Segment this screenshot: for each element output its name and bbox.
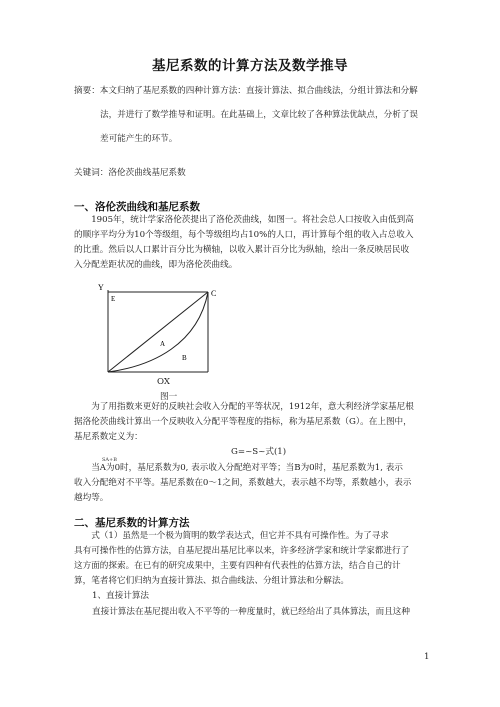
figure-axis-label-ox: OX [157,377,171,387]
section2-subheading-1: 1、直接计算法 [92,591,150,601]
section1-paragraph-3 [74,461,434,506]
section1-heading: 一、洛伦茨曲线和基尼系数 [74,201,200,213]
page-number: 1 [424,652,430,662]
abstract-line-1: 摘要：本文归纳了基尼系数的四种计算方法：直接计算法、拟合曲线法，分组计算法和分解 [74,86,418,96]
lorenz-curve-figure [98,284,236,384]
label-a: A [160,340,166,348]
text-line: 的顺序平均分为10个等级组，每个等级组均占10%的人口，再计算每个组的收入占总收入 [74,230,414,240]
text-line: 收入分配绝对不平等。基尼系数在0〜1之间，系数越大，表示越不均等，系数越小，表示 [74,478,412,488]
formula: G=~S~式(1) [231,447,287,457]
text-line: 入分配差距状况的曲线，即为洛伦茨曲线。 [74,260,238,270]
label-b: B [182,354,187,362]
label-c: C [211,289,217,298]
keywords: 关键词：洛伦茨曲线基尼系数 [74,168,186,178]
section2-sub1-text: 直接计算法在基尼提出收入不平等的一种度量时，就已经给出了具体算法，而且这种 [92,607,410,617]
section2-heading: 二、基尼系数的计算方法 [74,517,190,529]
page-title: 基尼系数的计算方法及数学推导 [152,58,348,74]
text-line: 式（1）虽然是一个极为简明的数学表达式，但它并不具有可操作性。为了寻求 [91,531,389,541]
text-line: 1905年，统计学家洛伦茨提出了洛伦茨曲线，如图一。将社会总人口按收入由低到高 [91,215,414,225]
formula-subscript: SA+B [102,457,117,463]
lorenz-curve-svg [98,284,236,384]
text-line: 为了用指数来更好的反映社会收入分配的平等状况，1912年，意大利经济学家基尼根 [91,402,414,412]
figure-caption: 图一 [160,392,178,402]
label-y: Y [98,284,104,292]
text-line: 这方面的探索。在已有的研究成果中，主要有四种有代表性的估算方法，结合自己的计 [74,561,401,571]
text-line: 具有可操作性的估算方法，自基尼提出基尼比率以来，许多经济学家和统计学家都进行了 [74,546,410,556]
text-line: 基尼系数定义为： [74,432,143,442]
text-line: 的比重。然后以人口累计百分比为横轴，以收入累计百分比为纵轴，绘出一条反映居民收 [74,245,410,255]
equality-line [108,292,208,372]
label-e: E [111,295,116,303]
text-line: 当A为0时，基尼系数为0, 表示收入分配绝对平等；当B为0时，基尼系数为1, 表示 [91,463,403,473]
abstract-line-2: 法，并进行了数学推导和证明。在此基础上，文章比较了各种算法优缺点，分析了误 [100,110,418,120]
text-line: 据洛伦茨曲线计算出一个反映收入分配平等程度的指标，称为基尼系数（G）。在上图中， [74,417,412,427]
text-line: 越均等。 [74,493,109,503]
section1-paragraph-1 [74,213,434,273]
section2-paragraph-1 [74,529,434,589]
abstract-line-3: 差可能产生的环节。 [100,134,178,144]
text-line: 算，笔者将它们归纳为直接计算法、拟合曲线法、分组计算法和分解法。 [74,576,350,586]
section1-paragraph-2 [74,400,434,445]
